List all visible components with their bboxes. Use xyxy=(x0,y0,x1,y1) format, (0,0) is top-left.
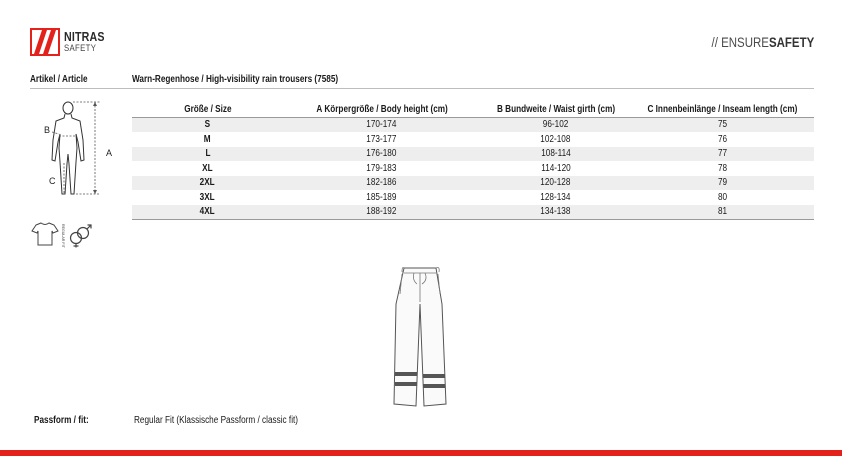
col-inseam-length: C Innenbeinlänge / Inseam length (cm) xyxy=(631,102,814,117)
arrow-down-icon xyxy=(93,190,97,194)
article-label: Artikel / Article xyxy=(30,74,88,85)
nitras-logo-icon xyxy=(30,28,60,56)
table-row: XL 179-183 114-120 78 xyxy=(202,162,728,174)
col-waist-girth: B Bundweite / Waist girth (cm) xyxy=(480,102,631,117)
fit-value: Regular Fit (Klassische Passform / classic fit) xyxy=(134,415,299,426)
tagline-bold: SAFETY xyxy=(768,34,814,50)
tagline xyxy=(711,34,814,50)
brand-logo xyxy=(30,28,110,58)
article-value: Warn-Regenhose / High-visibility rain trousers (7585) xyxy=(132,74,339,85)
fit-icons xyxy=(30,222,110,253)
size-table-header xyxy=(132,102,814,117)
table-row: M 173-177 102-108 76 xyxy=(204,133,728,145)
footer-accent-bar xyxy=(0,450,842,456)
table-row: S 170-174 96-102 75 xyxy=(132,117,814,132)
trousers-illustration xyxy=(384,264,456,410)
col-size: Größe / Size xyxy=(132,102,283,117)
unisex-gender-icon xyxy=(71,225,92,248)
tshirt-icon xyxy=(32,223,58,245)
body-measurement-figure xyxy=(40,100,120,212)
brand-name: NITRAS xyxy=(64,29,105,44)
table-row: 4XL 188-192 134-138 81 xyxy=(132,205,814,220)
label-b: B xyxy=(44,125,51,135)
label-a: A xyxy=(106,148,113,158)
brand-sub: SAFETY xyxy=(64,43,97,54)
divider xyxy=(30,88,814,89)
fit-label: Passform / fit: xyxy=(34,415,89,426)
table-row: 3XL 185-189 128-134 80 xyxy=(200,191,728,203)
table-row: L 176-180 108-114 77 xyxy=(132,147,814,162)
size-table xyxy=(132,102,814,220)
arrow-up-icon xyxy=(93,102,97,106)
col-body-height: A Körpergröße / Body height (cm) xyxy=(283,102,480,117)
regular-fit-text: REGULAR FIT xyxy=(61,224,65,248)
tagline-prefix: // ENSURE xyxy=(711,34,769,50)
table-row: 2XL 182-186 120-128 79 xyxy=(132,176,814,191)
label-c: C xyxy=(49,176,56,186)
